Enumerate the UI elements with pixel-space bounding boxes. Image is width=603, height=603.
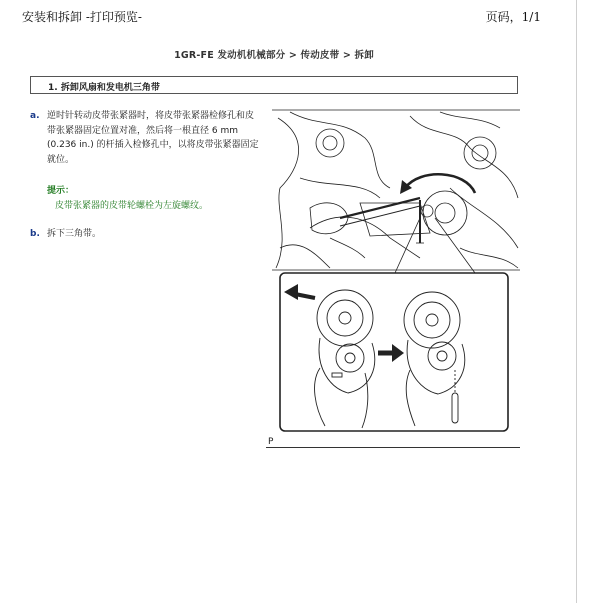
figure-underline [266, 447, 520, 448]
figure-caption: P [268, 437, 274, 447]
engine-bay-drawing [272, 110, 520, 268]
hint-text: 皮带张紧器的皮带轮螺栓为左旋螺纹。 [55, 201, 209, 211]
hint-label: 提示： [47, 186, 75, 196]
step-a-text: 逆时针转动皮带张紧器时，将皮带张紧器检修孔和皮带张紧器固定位置对准，然后将一根直径 6 mm (0.236 in.) 的杆插入检修孔中，以将皮带张紧器固定就位。 [47, 111, 259, 165]
breadcrumb: 1GR-FE 发动机机械部分 > 传动皮带 > 拆卸 [174, 50, 374, 61]
step-b-marker: b. [30, 229, 40, 239]
page-edge-divider [576, 0, 577, 603]
step-b-text: 拆下三角带。 [47, 229, 102, 239]
section-title: 1. 拆卸风扇和发电机三角带 [48, 83, 160, 93]
page-header-title: 安装和拆卸 -打印预览- [22, 10, 142, 24]
page-number: 页码，1/1 [485, 10, 541, 24]
belt-tensioner-illustration [270, 108, 522, 438]
step-a-marker: a. [30, 111, 40, 121]
